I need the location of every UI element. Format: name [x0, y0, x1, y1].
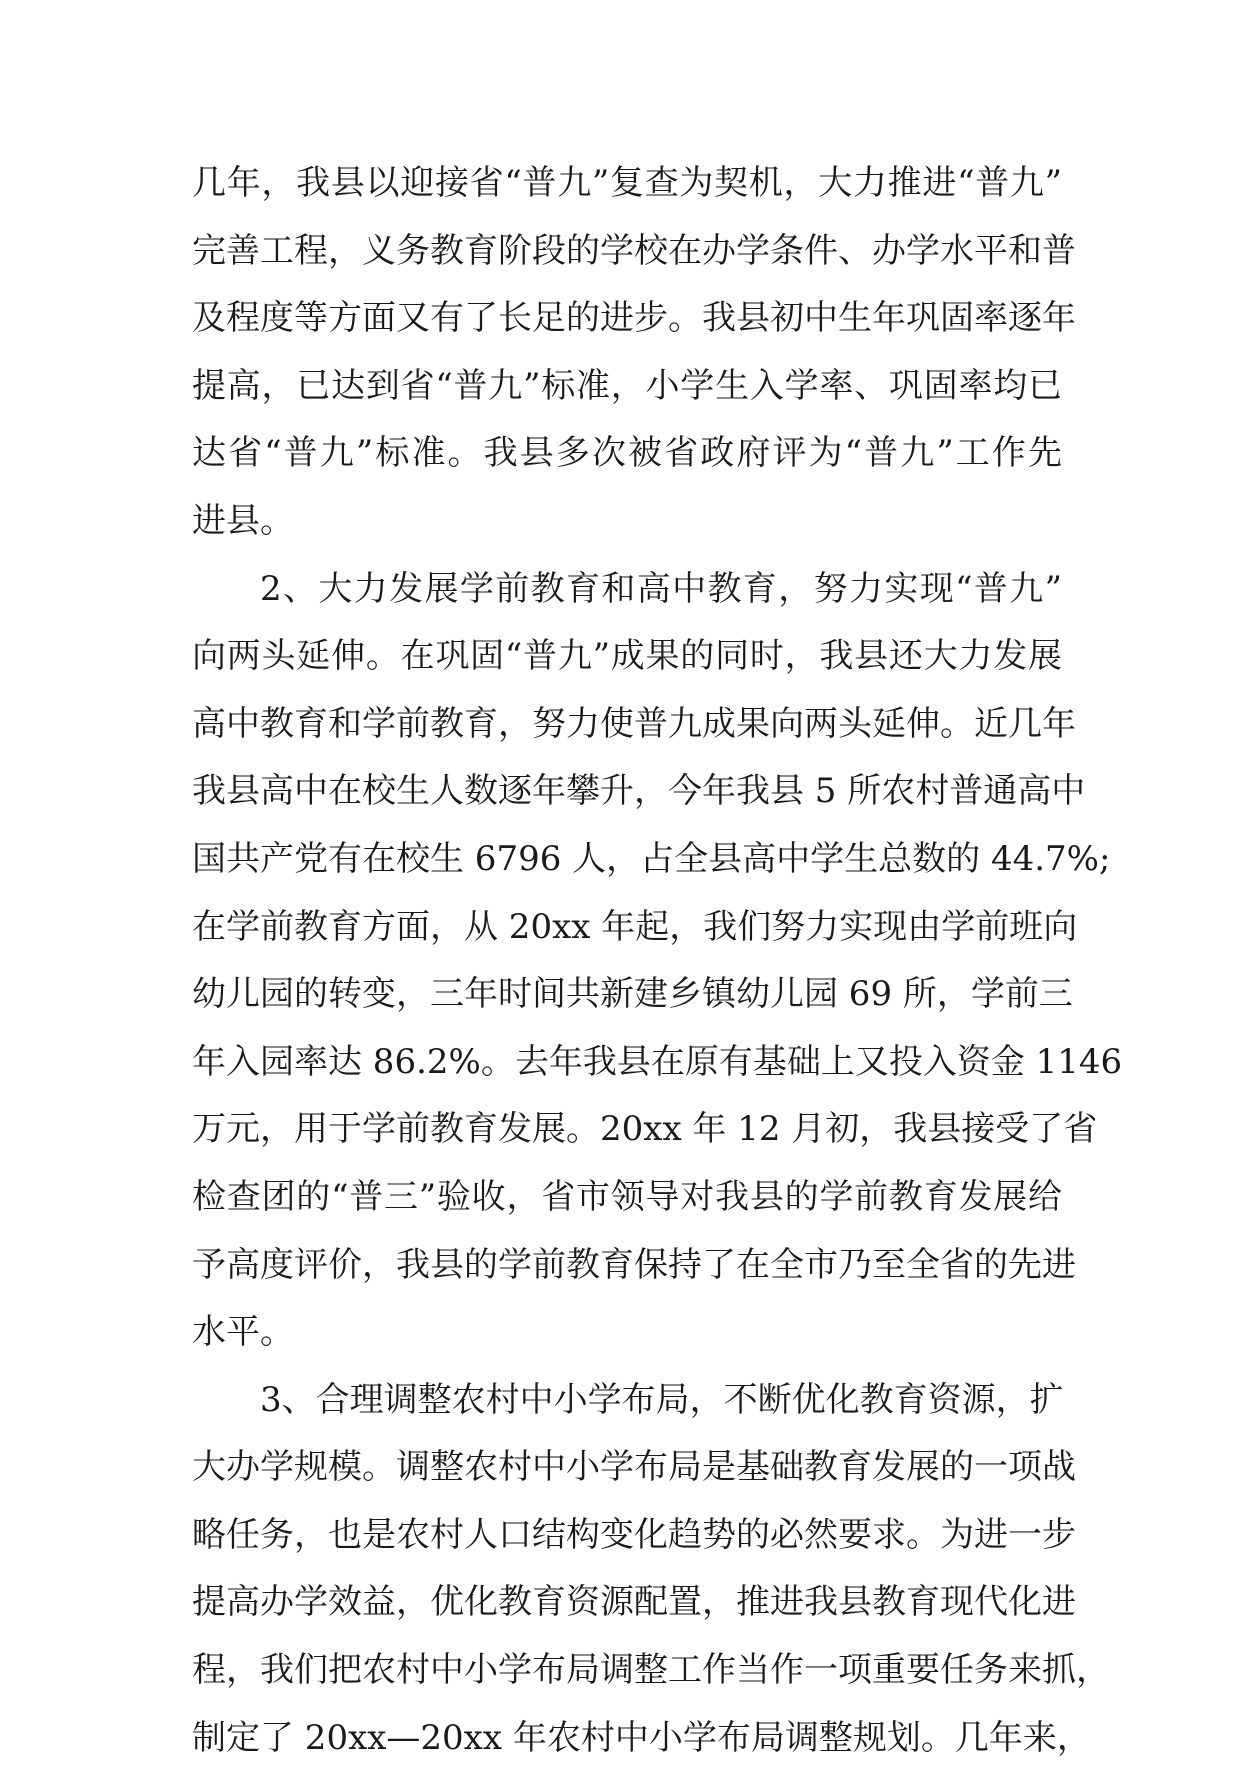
text-line: 提高办学效益，优化教育资源配置，推进我县教育现代化进	[192, 1582, 1076, 1623]
text-line: 大办学规模。调整农村中小学布局是基础教育发展的一项战	[192, 1447, 1076, 1488]
text-line: 完善工程，义务教育阶段的学校在办学条件、办学水平和普	[192, 230, 1076, 271]
text-line: 水平。	[192, 1312, 294, 1353]
text-line: 年入园率达 86.2%。去年我县在原有基础上又投入资金 1146	[192, 1041, 1123, 1082]
text-line: 我县高中在校生人数逐年攀升，今年我县 5 所农村普通高中	[192, 771, 1086, 812]
text-line: 检查团的“普三”验收，省市领导对我县的学前教育发展给	[192, 1176, 1062, 1217]
text-line: 进县。	[192, 500, 294, 541]
text-line: 几年，我县以迎接省“普九”复查为契机，大力推进“普九”	[192, 163, 1062, 203]
text-line: 在学前教育方面，从 20xx 年起，我们努力实现由学前班向	[192, 906, 1078, 947]
text-line: 幼儿园的转变，三年时间共新建乡镇幼儿园 69 所，学前三	[192, 974, 1073, 1015]
text-line: 向两头延伸。在巩固“普九”成果的同时，我县还大力发展	[192, 636, 1062, 677]
text-line: 提高，已达到省“普九”标准，小学生入学率、巩固率均已	[192, 365, 1062, 406]
text-line: 达省“普九”标准。我县多次被省政府评为“普九”工作先	[192, 433, 1062, 474]
document-body	[192, 150, 1123, 1772]
text-line: 略任务，也是农村人口结构变化趋势的必然要求。为进一步	[192, 1514, 1076, 1555]
text-line: 及程度等方面又有了长足的进步。我县初中生年巩固率逐年	[192, 298, 1076, 339]
paragraph-first-line: 3、合理调整农村中小学布局，不断优化教育资源，扩	[260, 1379, 1064, 1420]
text-line: 国共产党有在校生 6796 人，占全县高中学生总数的 44.7%;	[192, 838, 1111, 879]
text-line: 予高度评价，我县的学前教育保持了在全市乃至全省的先进	[192, 1244, 1076, 1285]
text-line: 程，我们把农村中小学布局调整工作当作一项重要任务来抓，	[192, 1650, 1110, 1691]
text-line: 高中教育和学前教育，努力使普九成果向两头延伸。近几年	[192, 703, 1076, 744]
text-line: 制定了 20xx—20xx 年农村中小学布局调整规划。几年来，	[192, 1717, 1091, 1758]
paragraph-first-line: 2、大力发展学前教育和高中教育，努力实现“普九”	[260, 568, 1062, 609]
text-line: 万元，用于学前教育发展。20xx 年 12 月初，我县接受了省	[192, 1109, 1098, 1150]
